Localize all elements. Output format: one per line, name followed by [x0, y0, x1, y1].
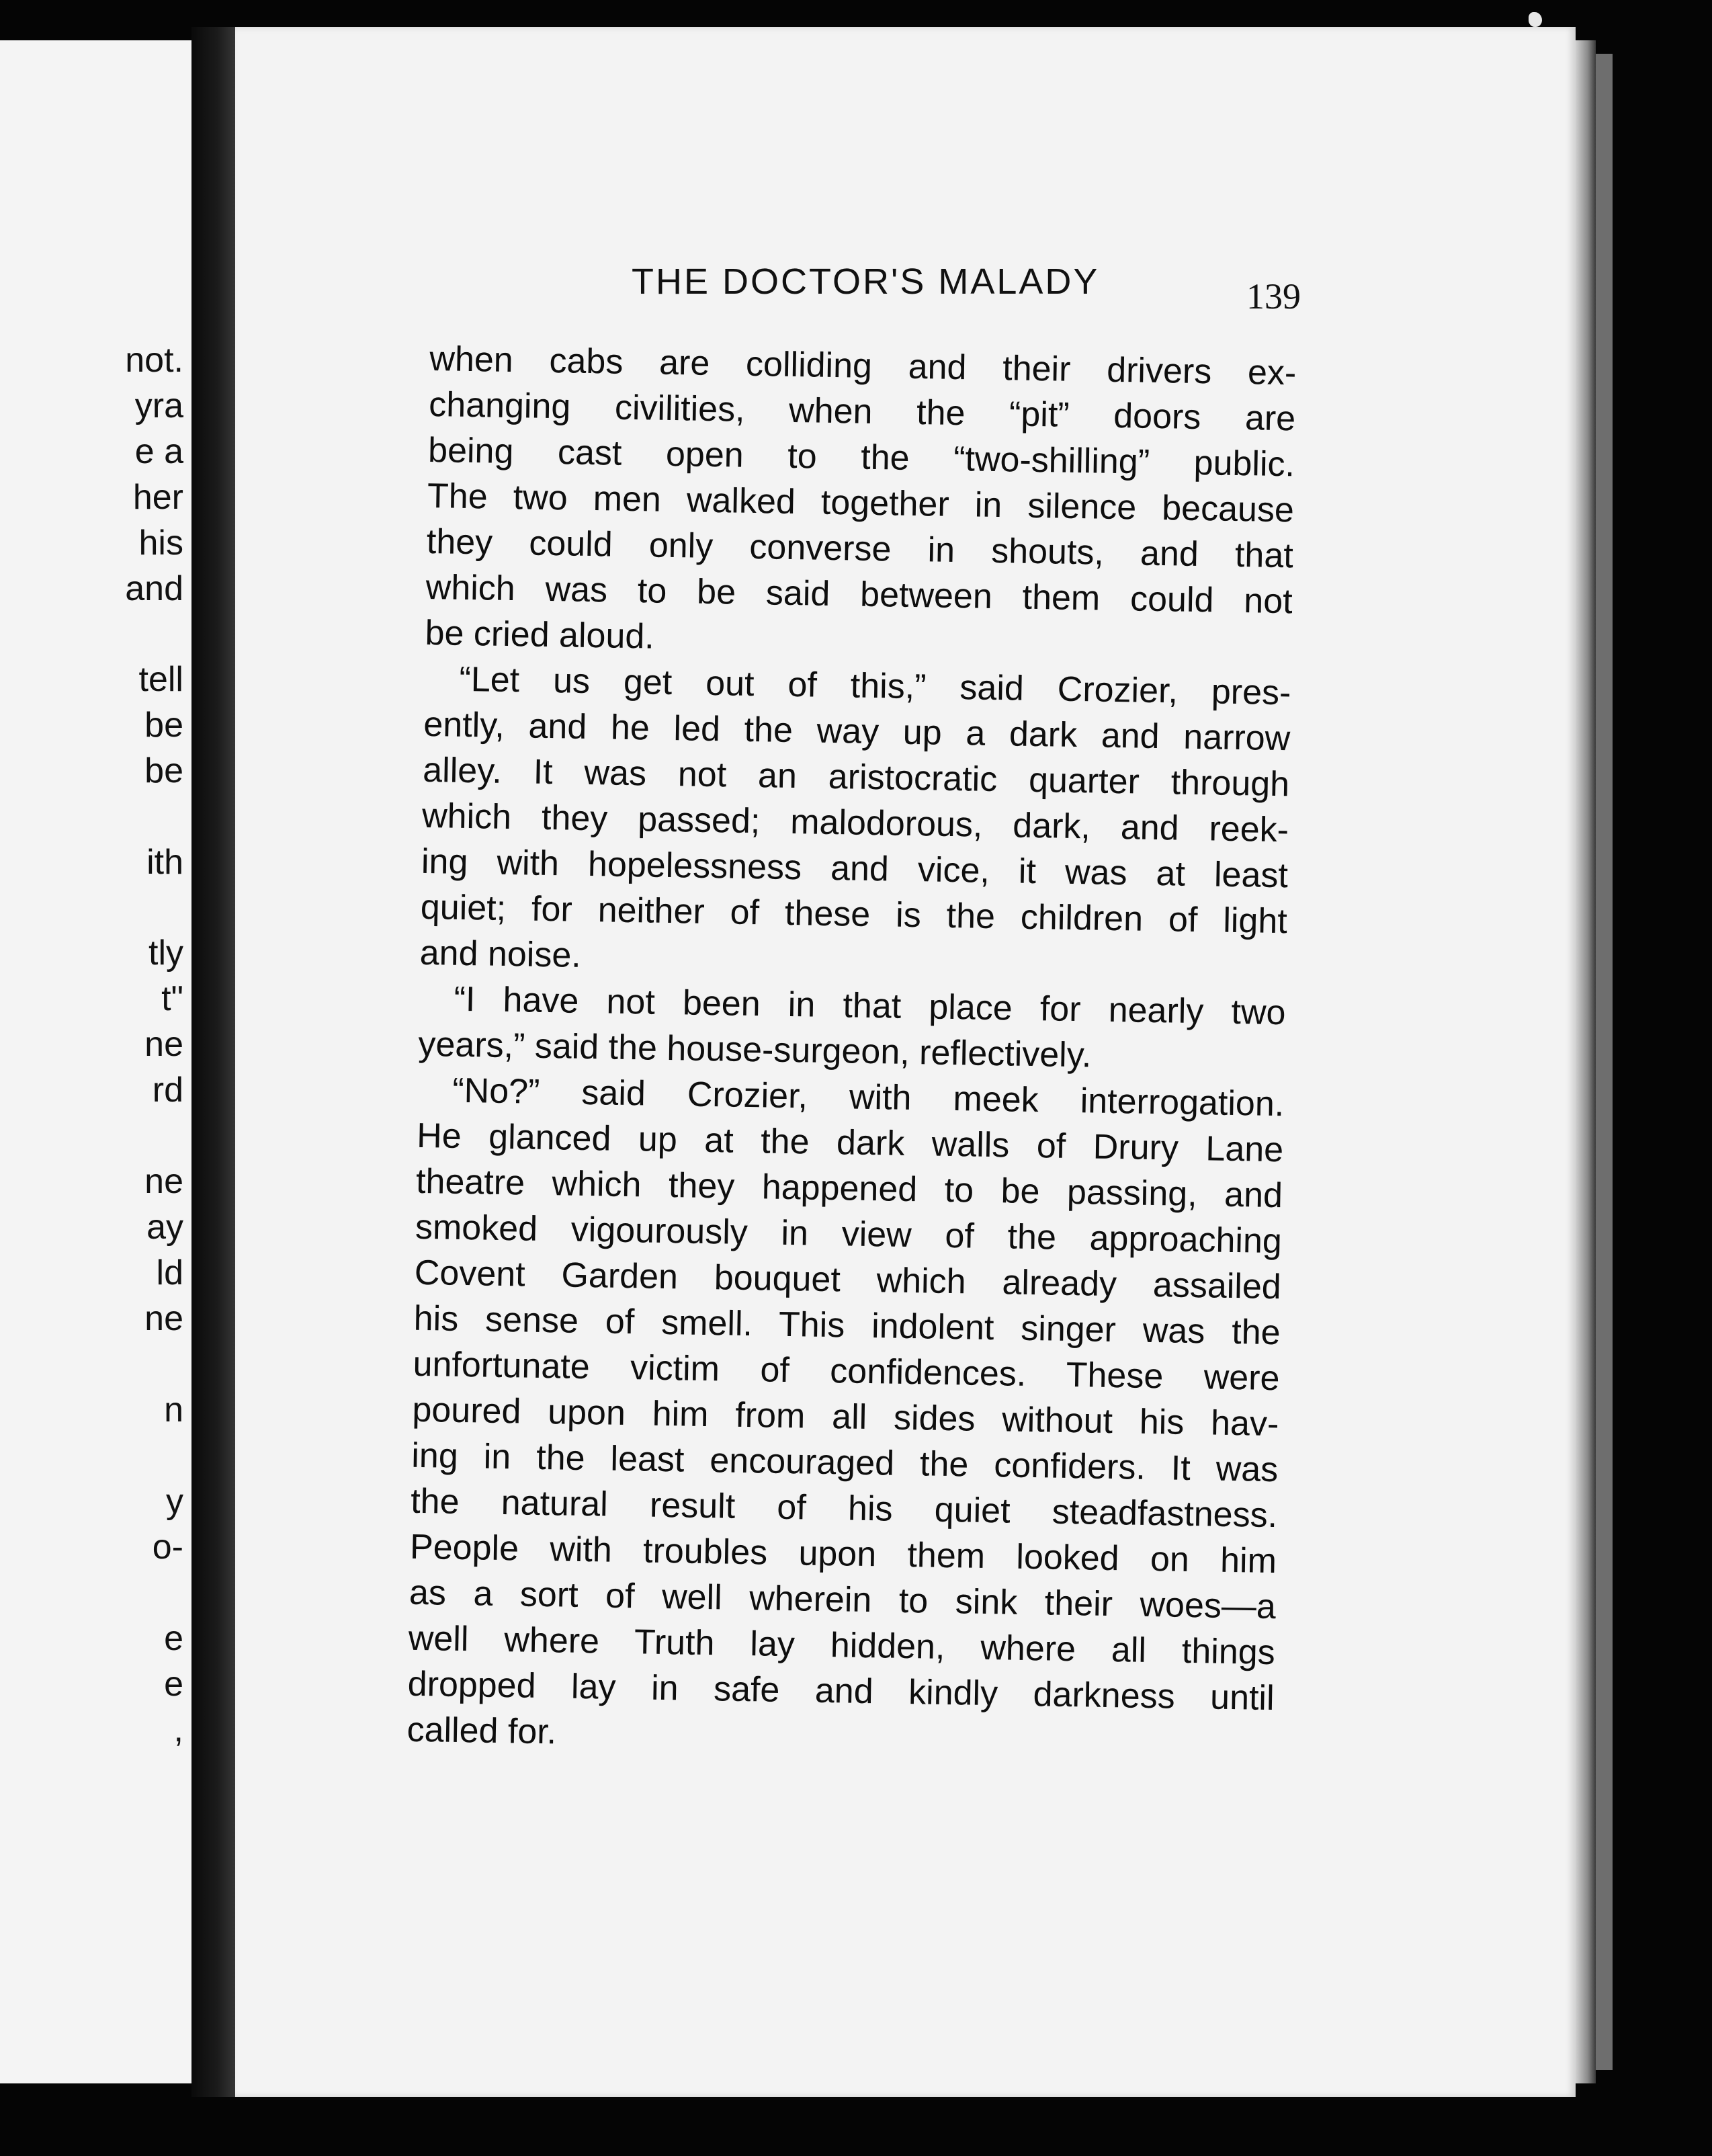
left-fragment: e	[164, 1665, 183, 1704]
left-fragment: tell	[138, 660, 183, 699]
left-fragment: tly	[148, 934, 183, 972]
left-page	[0, 40, 201, 2083]
left-fragment: ith	[146, 843, 183, 882]
text-line: “Let us get out of this,” said Crozier, pres-	[459, 659, 1291, 713]
left-fragment: n	[164, 1391, 183, 1429]
text-line: alley. It was not an aristocratic quarter through	[422, 750, 1290, 804]
page-stack-edge	[1576, 40, 1596, 2083]
text-line: ing with hopelessness and vice, it was at least	[421, 841, 1289, 896]
text-line: He glanced up at the dark walls of Drury Lane	[416, 1116, 1284, 1170]
text-line: ently, and he led the way up a dark and narrow	[423, 704, 1291, 759]
text-line: smoked vigourously in view of the approaching	[415, 1207, 1283, 1261]
text-line: well where Truth lay hidden, where all things	[408, 1618, 1276, 1673]
left-fragment: his	[138, 524, 183, 563]
text-line: People with troubles upon them looked on him	[409, 1527, 1277, 1581]
text-line: The two men walked together in silence because	[427, 476, 1295, 530]
left-fragment: o-	[152, 1528, 183, 1567]
text-line: dropped lay in safe and kindly darkness until	[407, 1664, 1275, 1718]
text-line: quiet; for neither of these is the children of light	[420, 887, 1288, 942]
text-line: Covent Garden bouquet which already assailed	[414, 1253, 1282, 1307]
left-fragment: be	[144, 751, 183, 790]
running-head: THE DOCTOR'S MALADY	[632, 261, 1100, 302]
text-line: poured upon him from all sides without his hav-	[412, 1390, 1279, 1444]
text-line: unfortunate victim of confidences. These were	[413, 1344, 1280, 1399]
text-line: ing in the least encouraged the confiders. It was	[411, 1436, 1279, 1490]
text-line: and noise.	[419, 933, 582, 975]
left-fragment: ne	[144, 1162, 183, 1201]
left-fragment: her	[132, 478, 183, 517]
text-line: they could only converse in shouts, and that	[426, 522, 1294, 576]
left-fragment: ne	[144, 1025, 183, 1064]
text-line: years,” said the house-surgeon, reflectively.	[418, 1024, 1092, 1075]
left-fragment: y	[166, 1482, 183, 1521]
left-fragment: ne	[144, 1299, 183, 1338]
left-fragment: yra	[134, 386, 183, 425]
text-line: be cried aloud.	[425, 613, 655, 657]
left-fragment: not.	[125, 341, 183, 380]
text-line: being cast open to the “two-shilling” public.	[427, 430, 1295, 485]
left-fragment: be	[144, 706, 183, 745]
body-text	[406, 336, 1297, 1767]
text-line: the natural result of his quiet steadfastness.	[410, 1481, 1278, 1536]
left-fragment: ay	[146, 1208, 183, 1247]
text-line: when cabs are colliding and their drivers ex-	[429, 339, 1297, 393]
binding-edge	[1596, 54, 1613, 2070]
text-line: called for.	[406, 1710, 557, 1752]
text-line: which was to be said between them could not	[425, 567, 1293, 622]
text-line: theatre which they happened to be passing, and	[415, 1161, 1283, 1216]
left-fragment: and	[125, 569, 183, 608]
text-line: as a sort of well wherein to sink their woes—a	[409, 1573, 1277, 1627]
text-line: changing civilities, when the “pit” doors are	[428, 384, 1296, 439]
corner-mark	[1529, 12, 1542, 27]
left-fragment: ,	[173, 1710, 183, 1749]
text-line: “No?” said Crozier, with meek interrogation.	[452, 1071, 1285, 1124]
text-line: “I have not been in that place for nearly two	[454, 979, 1286, 1033]
left-fragment: rd	[152, 1071, 183, 1110]
page-number: 139	[1246, 276, 1301, 317]
book-gutter-shadow	[191, 27, 239, 2097]
left-fragment: e	[164, 1619, 183, 1658]
text-line: which they passed; malodorous, dark, and reek-	[421, 796, 1289, 850]
left-fragment: t"	[161, 979, 183, 1018]
text-line: his sense of smell. This indolent singer was the	[413, 1298, 1281, 1353]
left-fragment: ld	[156, 1253, 183, 1292]
left-fragment: e a	[134, 432, 183, 471]
